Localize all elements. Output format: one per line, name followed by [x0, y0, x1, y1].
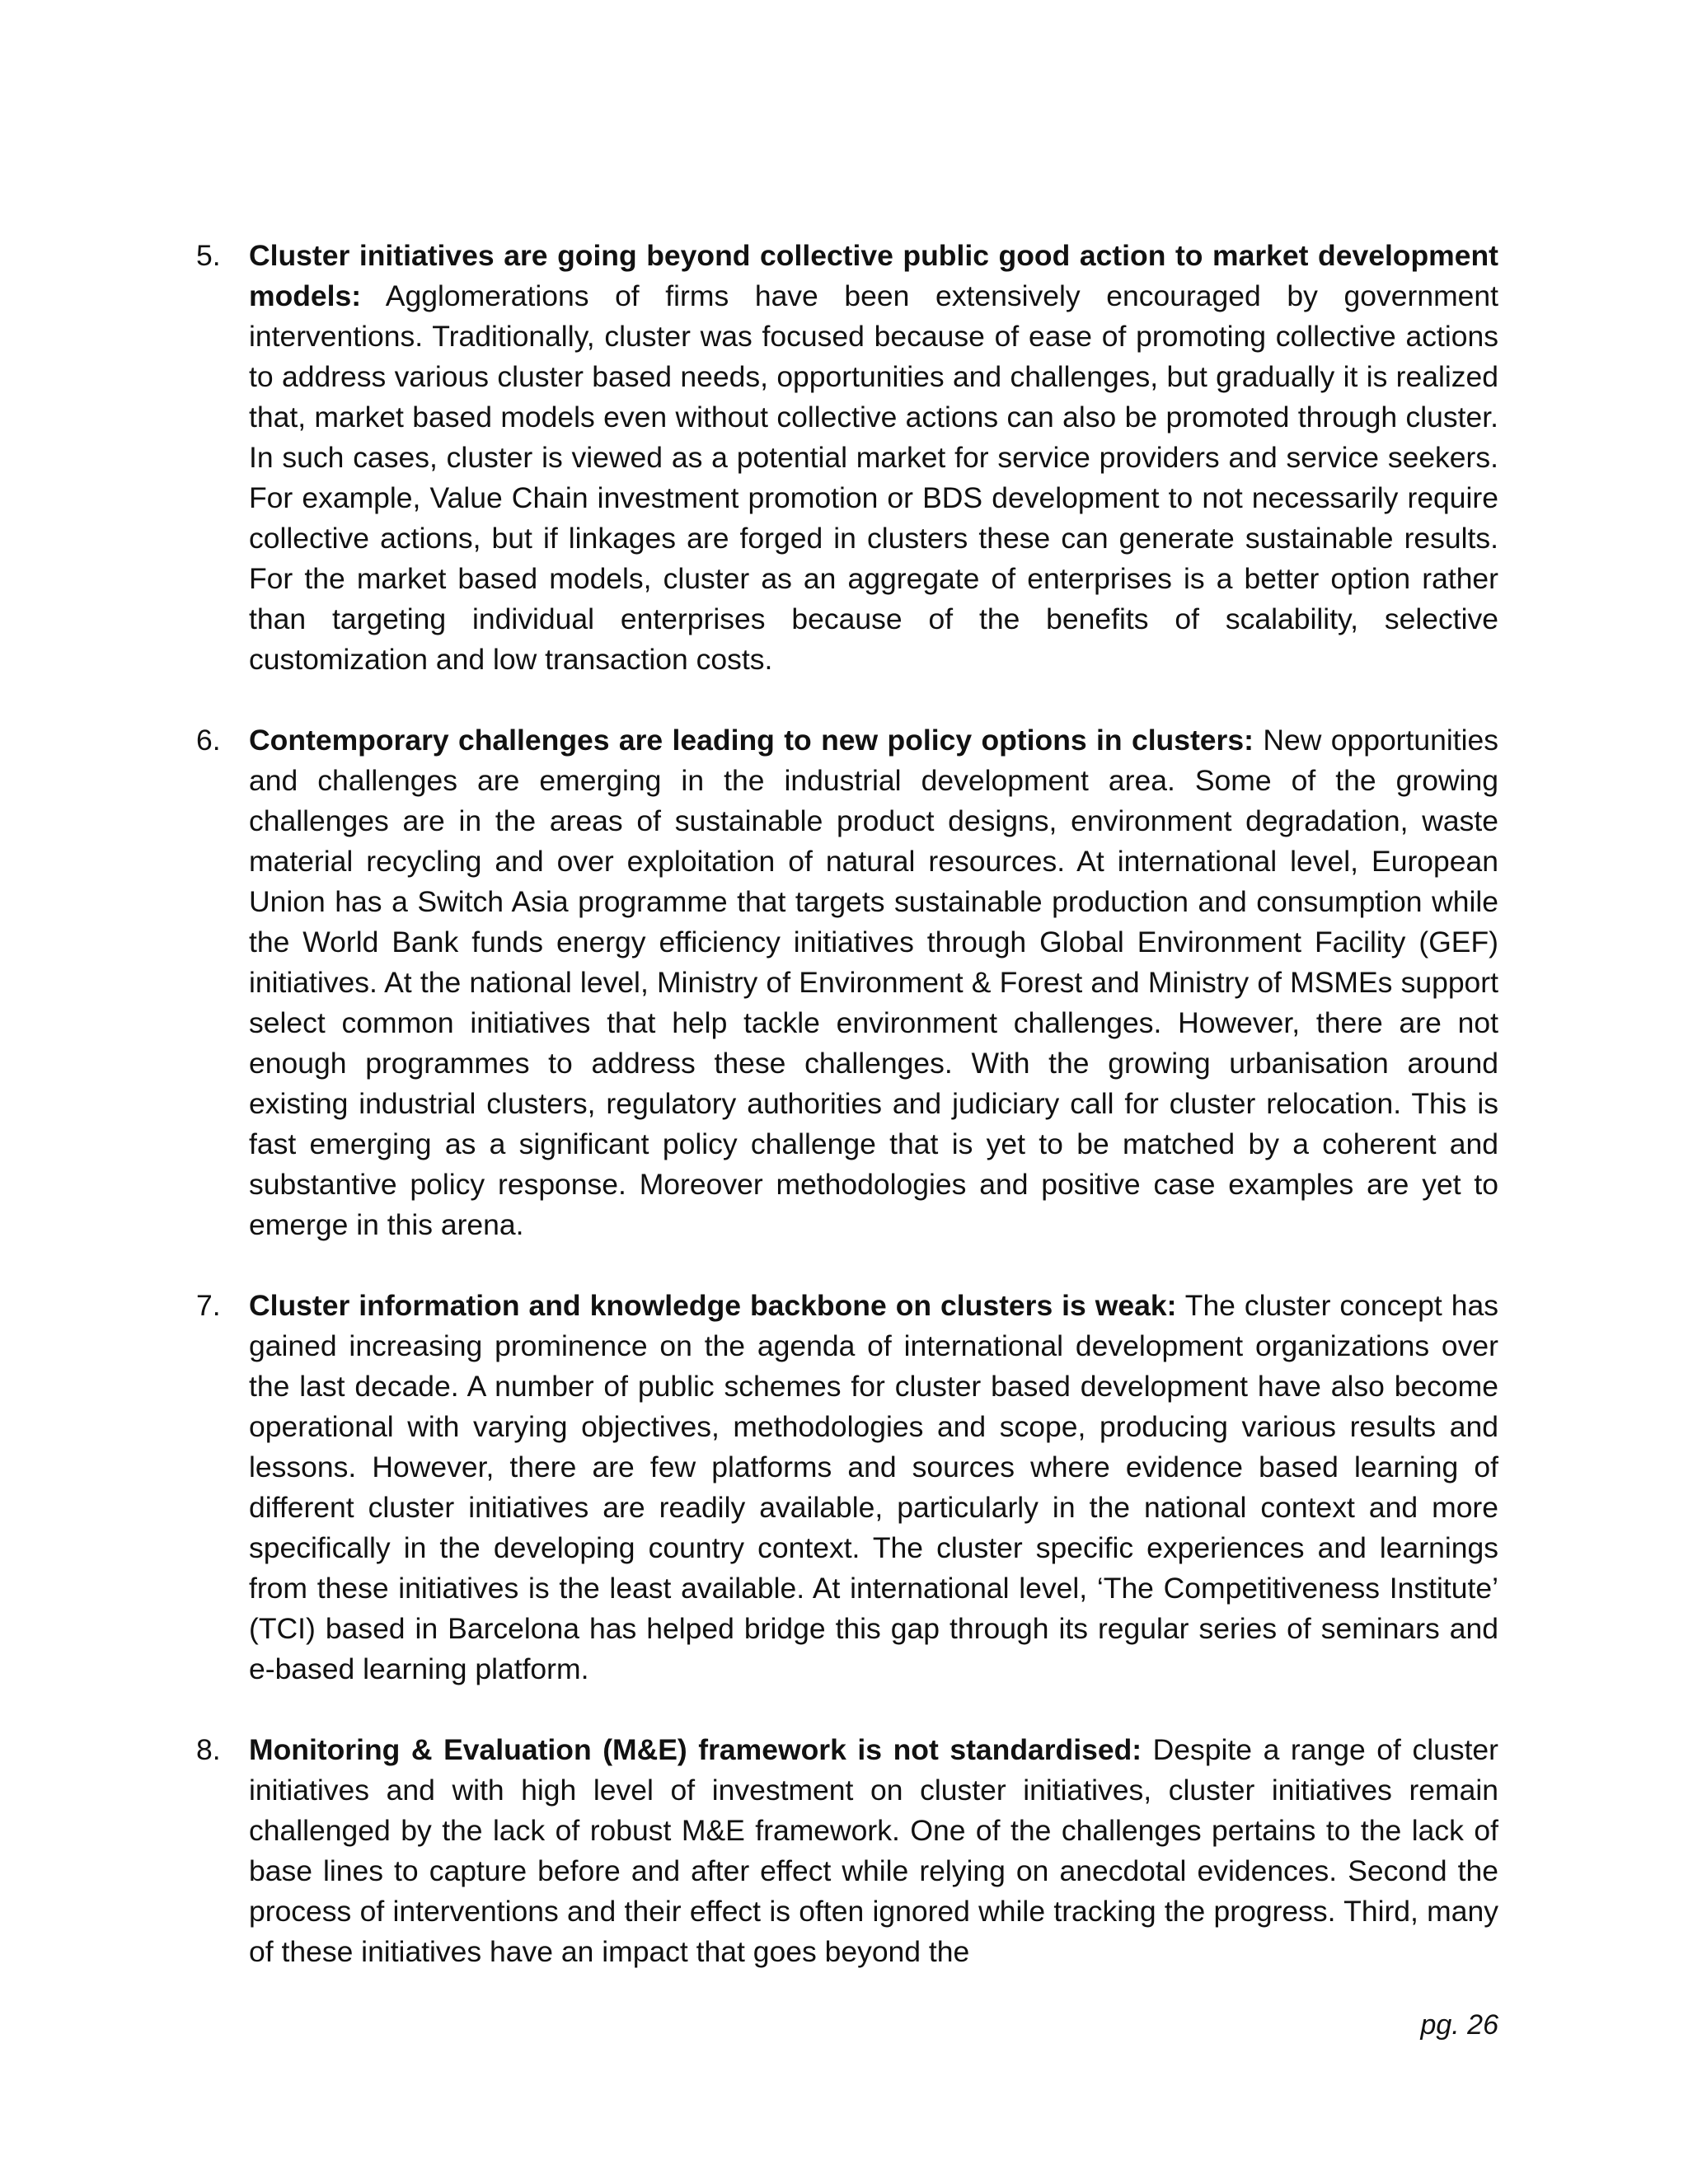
item-number: 7.: [196, 1289, 221, 1322]
item-number: 5.: [196, 239, 221, 272]
item-number: 8.: [196, 1733, 221, 1766]
list-item: [190, 1730, 1498, 1972]
list-item: [190, 720, 1498, 1245]
item-body: Despite a range of cluster initiatives and with high level of investment on cluster initiatives, cluster initiatives remain challenged by the lack of robust M&E framework. One of the challenges pertains to the lack of base lines to capture before and after effect while relying on anecdotal evidences. Second the process of interventions and their effect is often ignored while tracking the progress. Third, many of these initiatives have an impact that goes beyond the: [249, 1733, 1498, 1968]
list-item: [190, 236, 1498, 680]
item-number: 6.: [196, 724, 221, 757]
numbered-list: [190, 236, 1498, 2013]
item-body: Agglomerations of firms have been extensively encouraged by government interventions. Traditionally, cluster was focused because of ease of promoting collective actions to address various cluster based needs, opportunities and challenges, but gradually it is realized that, market based models even without collective actions can also be promoted through cluster. In such cases, cluster is viewed as a potential market for service providers and service seekers. For example, Value Chain investment promotion or BDS development to not necessarily require collective actions, but if linkages are forged in clusters these can generate sustainable results. For the market based models, cluster as an aggregate of enterprises is a better option rather than targeting individual enterprises because of the benefits of scalability, selective customization and low transaction costs.: [249, 279, 1498, 676]
list-item: [190, 1286, 1498, 1690]
item-body: The cluster concept has gained increasing prominence on the agenda of international development organizations over the last decade. A number of public schemes for cluster based development have also become operational with varying objectives, methodologies and scope, producing various results and lessons. However, there are few platforms and sources where evidence based learning of different cluster initiatives are readily available, particularly in the national context and more specifically in the developing country context. The cluster specific experiences and learnings from these initiatives is the least available. At international level, ‘The Competitiveness Institute’ (TCI) based in Barcelona has helped bridge this gap through its regular series of seminars and e-based learning platform.: [249, 1289, 1498, 1685]
item-heading: Contemporary challenges are leading to new policy options in clusters:: [249, 724, 1254, 757]
item-heading: Monitoring & Evaluation (M&E) framework is not standardised:: [249, 1733, 1142, 1766]
page-number: pg. 26: [1420, 2009, 1498, 2041]
item-body: New opportunities and challenges are emerging in the industrial development area. Some of the growing challenges are in the areas of sustainable product designs, environment degradation, waste material recycling and over exploitation of natural resources. At international level, European Union has a Switch Asia programme that targets sustainable production and consumption while the World Bank funds energy efficiency initiatives through Global Environment Facility (GEF) initiatives. At the national level, Ministry of Environment & Forest and Ministry of MSMEs support select common initiatives that help tackle environment challenges. However, there are not enough programmes to address these challenges. With the growing urbanisation around existing industrial clusters, regulatory authorities and judiciary call for cluster relocation. This is fast emerging as a significant policy challenge that is yet to be matched by a coherent and substantive policy response. Moreover methodologies and positive case examples are yet to emerge in this arena.: [249, 724, 1498, 1241]
item-heading: Cluster information and knowledge backbone on clusters is weak:: [249, 1289, 1177, 1322]
item-heading: Cluster initiatives are going beyond collective public good action to market development models:: [249, 239, 1498, 312]
